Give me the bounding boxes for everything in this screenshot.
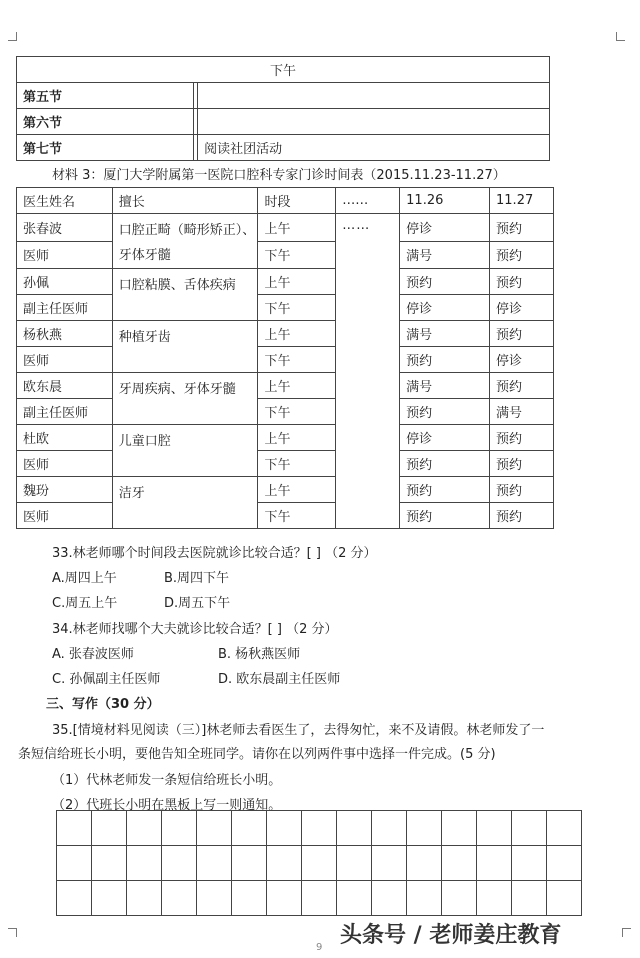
- status-1126-pm: 预约: [400, 503, 490, 529]
- q34-option-c: C. 孙佩副主任医师: [52, 672, 161, 687]
- slot-pm: 下午: [258, 451, 336, 477]
- status-1127-am: 预约: [490, 269, 554, 295]
- doctor-name: 魏玢: [17, 477, 113, 503]
- q33-option-d: D.周五下午: [164, 596, 231, 611]
- doctor-title: 医师: [17, 451, 113, 477]
- grid-cell: [57, 846, 92, 881]
- doctor-row-pm: [17, 241, 554, 269]
- header-time-slot: 时段: [258, 188, 336, 214]
- grid-cell: [232, 846, 267, 881]
- watermark-text: 头条号 / 老师姜庄教育: [340, 923, 562, 948]
- grid-cell: [162, 881, 197, 916]
- grid-cell: [162, 846, 197, 881]
- status-1126-pm: 预约: [400, 451, 490, 477]
- doctor-title: 医师: [17, 241, 113, 269]
- status-1127-pm: 预约: [490, 241, 554, 269]
- doctor-title: 医师: [17, 347, 113, 373]
- grid-cell: [407, 846, 442, 881]
- grid-row: [57, 811, 582, 846]
- grid-cell: [127, 811, 162, 846]
- writing-grid: [56, 810, 582, 916]
- status-1126-am: 满号: [400, 321, 490, 347]
- doctor-row-pm: [17, 295, 554, 321]
- q34-option-b: B. 杨秋燕医师: [218, 647, 301, 662]
- slot-am: 上午: [258, 373, 336, 399]
- doctor-specialty: 口腔正畸（畸形矫正）、牙体牙髓: [112, 214, 258, 269]
- question-33: 33.林老师哪个时间段去医院就诊比较合适？[ ] （2 分）: [52, 546, 377, 561]
- schedule-row: [17, 109, 550, 135]
- grid-cell: [127, 881, 162, 916]
- grid-cell: [442, 811, 477, 846]
- header-date-1127: 11.27: [490, 188, 554, 214]
- doctor-specialty: 儿童口腔: [112, 425, 258, 477]
- grid-cell: [197, 846, 232, 881]
- doctor-specialty: 口腔粘膜、舌体疾病: [112, 269, 258, 321]
- grid-cell: [267, 811, 302, 846]
- status-1127-am: 预约: [490, 321, 554, 347]
- doctor-title: 副主任医师: [17, 295, 113, 321]
- grid-cell: [547, 881, 582, 916]
- grid-cell: [337, 846, 372, 881]
- grid-row: [57, 881, 582, 916]
- doctor-row-am: [17, 373, 554, 399]
- ellipsis-column: ……: [336, 214, 400, 529]
- doctor-name: 杜欧: [17, 425, 113, 451]
- doctor-specialty: 牙周疾病、牙体牙髓: [112, 373, 258, 425]
- schedule-header-afternoon: 下午: [17, 57, 550, 83]
- schedule-cell: 阅读社团活动: [198, 135, 550, 161]
- grid-cell: [337, 881, 372, 916]
- grid-cell: [267, 881, 302, 916]
- status-1126-am: 停诊: [400, 214, 490, 242]
- grid-cell: [57, 811, 92, 846]
- slot-pm: 下午: [258, 241, 336, 269]
- doctor-row-pm: [17, 347, 554, 373]
- crop-mark-bottom-left: [8, 928, 17, 937]
- doctor-row-am: [17, 214, 554, 242]
- schedule-period: 第六节: [17, 109, 194, 135]
- grid-cell: [477, 881, 512, 916]
- status-1127-am: 预约: [490, 425, 554, 451]
- grid-row: [57, 846, 582, 881]
- status-1127-am: 预约: [490, 477, 554, 503]
- doctor-row-am: [17, 477, 554, 503]
- grid-cell: [197, 811, 232, 846]
- slot-pm: 下午: [258, 347, 336, 373]
- grid-cell: [302, 846, 337, 881]
- status-1127-pm: 预约: [490, 503, 554, 529]
- grid-cell: [372, 881, 407, 916]
- grid-cell: [57, 881, 92, 916]
- grid-cell: [232, 811, 267, 846]
- status-1127-am: 预约: [490, 214, 554, 242]
- doctor-name: 杨秋燕: [17, 321, 113, 347]
- page-number: 9: [316, 942, 323, 953]
- clinic-timetable: [16, 187, 554, 529]
- slot-pm: 下午: [258, 295, 336, 321]
- schedule-cell: [198, 83, 550, 109]
- doctor-title: 医师: [17, 503, 113, 529]
- question-35-line1: 35.[情境材料见阅读（三）]林老师去看医生了，去得匆忙，来不及请假。林老师发了一: [52, 723, 545, 738]
- status-1126-pm: 满号: [400, 241, 490, 269]
- grid-cell: [92, 881, 127, 916]
- status-1126-am: 预约: [400, 269, 490, 295]
- schedule-row: [17, 135, 550, 161]
- grid-cell: [407, 811, 442, 846]
- doctor-row-am: [17, 321, 554, 347]
- doctor-row-am: [17, 425, 554, 451]
- grid-cell: [92, 811, 127, 846]
- doctor-row-pm: [17, 503, 554, 529]
- grid-cell: [512, 846, 547, 881]
- grid-cell: [547, 846, 582, 881]
- slot-am: 上午: [258, 425, 336, 451]
- doctor-specialty: 洁牙: [112, 477, 258, 529]
- schedule-row: [17, 83, 550, 109]
- grid-cell: [442, 846, 477, 881]
- q33-option-b: B.周四下午: [164, 571, 230, 586]
- slot-pm: 下午: [258, 503, 336, 529]
- grid-cell: [232, 881, 267, 916]
- status-1127-pm: 预约: [490, 451, 554, 477]
- status-1126-am: 预约: [400, 477, 490, 503]
- q33-option-a: A.周四上午: [52, 571, 117, 586]
- doctor-name: 欧东晨: [17, 373, 113, 399]
- status-1126-pm: 停诊: [400, 295, 490, 321]
- grid-cell: [547, 811, 582, 846]
- slot-am: 上午: [258, 214, 336, 242]
- grid-cell: [512, 811, 547, 846]
- grid-cell: [92, 846, 127, 881]
- header-doctor-name: 医生姓名: [17, 188, 113, 214]
- grid-cell: [302, 881, 337, 916]
- grid-cell: [372, 811, 407, 846]
- schedule-header-row: [17, 57, 550, 83]
- schedule-cell: [198, 109, 550, 135]
- question-34: 34.林老师找哪个大夫就诊比较合适？[ ] （2 分）: [52, 622, 338, 637]
- status-1126-pm: 预约: [400, 347, 490, 373]
- grid-cell: [337, 811, 372, 846]
- crop-mark-top-left: [8, 32, 17, 41]
- q35-option-2: （2）代班长小明在黑板上写一则通知。: [52, 798, 282, 813]
- doctor-row-pm: [17, 399, 554, 425]
- doctor-name: 孙佩: [17, 269, 113, 295]
- q34-option-a: A. 张春波医师: [52, 647, 134, 662]
- doctor-row-pm: [17, 451, 554, 477]
- schedule-period: 第七节: [17, 135, 194, 161]
- header-ellipsis: ……: [336, 188, 400, 214]
- crop-mark-top-right: [616, 32, 625, 41]
- slot-am: 上午: [258, 269, 336, 295]
- grid-cell: [477, 846, 512, 881]
- grid-cell: [477, 811, 512, 846]
- q33-option-c: C.周五上午: [52, 596, 118, 611]
- grid-cell: [197, 881, 232, 916]
- material-3-title: 材料 3：厦门大学附属第一医院口腔科专家门诊时间表（2015.11.23-11.27）: [52, 168, 506, 183]
- status-1127-pm: 停诊: [490, 347, 554, 373]
- grid-cell: [407, 881, 442, 916]
- status-1127-pm: 停诊: [490, 295, 554, 321]
- crop-mark-bottom-right: [622, 928, 631, 937]
- grid-cell: [267, 846, 302, 881]
- grid-cell: [372, 846, 407, 881]
- doctor-specialty: 种植牙齿: [112, 321, 258, 373]
- status-1126-pm: 预约: [400, 399, 490, 425]
- doctor-row-am: [17, 269, 554, 295]
- clinic-header-row: [17, 188, 554, 214]
- grid-cell: [302, 811, 337, 846]
- class-schedule-table: [16, 56, 550, 161]
- grid-cell: [127, 846, 162, 881]
- question-35-line2: 条短信给班长小明，要他告知全班同学。请你在以列两件事中选择一件完成。(5 分): [18, 747, 496, 762]
- status-1127-am: 预约: [490, 373, 554, 399]
- status-1127-pm: 满号: [490, 399, 554, 425]
- grid-cell: [442, 881, 477, 916]
- grid-cell: [512, 881, 547, 916]
- q34-option-d: D. 欧东晨副主任医师: [218, 672, 341, 687]
- doctor-title: 副主任医师: [17, 399, 113, 425]
- grid-cell: [162, 811, 197, 846]
- q35-option-1: （1）代林老师发一条短信给班长小明。: [52, 773, 282, 788]
- slot-am: 上午: [258, 477, 336, 503]
- slot-pm: 下午: [258, 399, 336, 425]
- doctor-name: 张春波: [17, 214, 113, 242]
- status-1126-am: 满号: [400, 373, 490, 399]
- header-date-1126: 11.26: [400, 188, 490, 214]
- slot-am: 上午: [258, 321, 336, 347]
- header-specialty: 擅长: [112, 188, 258, 214]
- status-1126-am: 停诊: [400, 425, 490, 451]
- section-writing-heading: 三、写作（30 分）: [46, 697, 160, 712]
- schedule-period: 第五节: [17, 83, 194, 109]
